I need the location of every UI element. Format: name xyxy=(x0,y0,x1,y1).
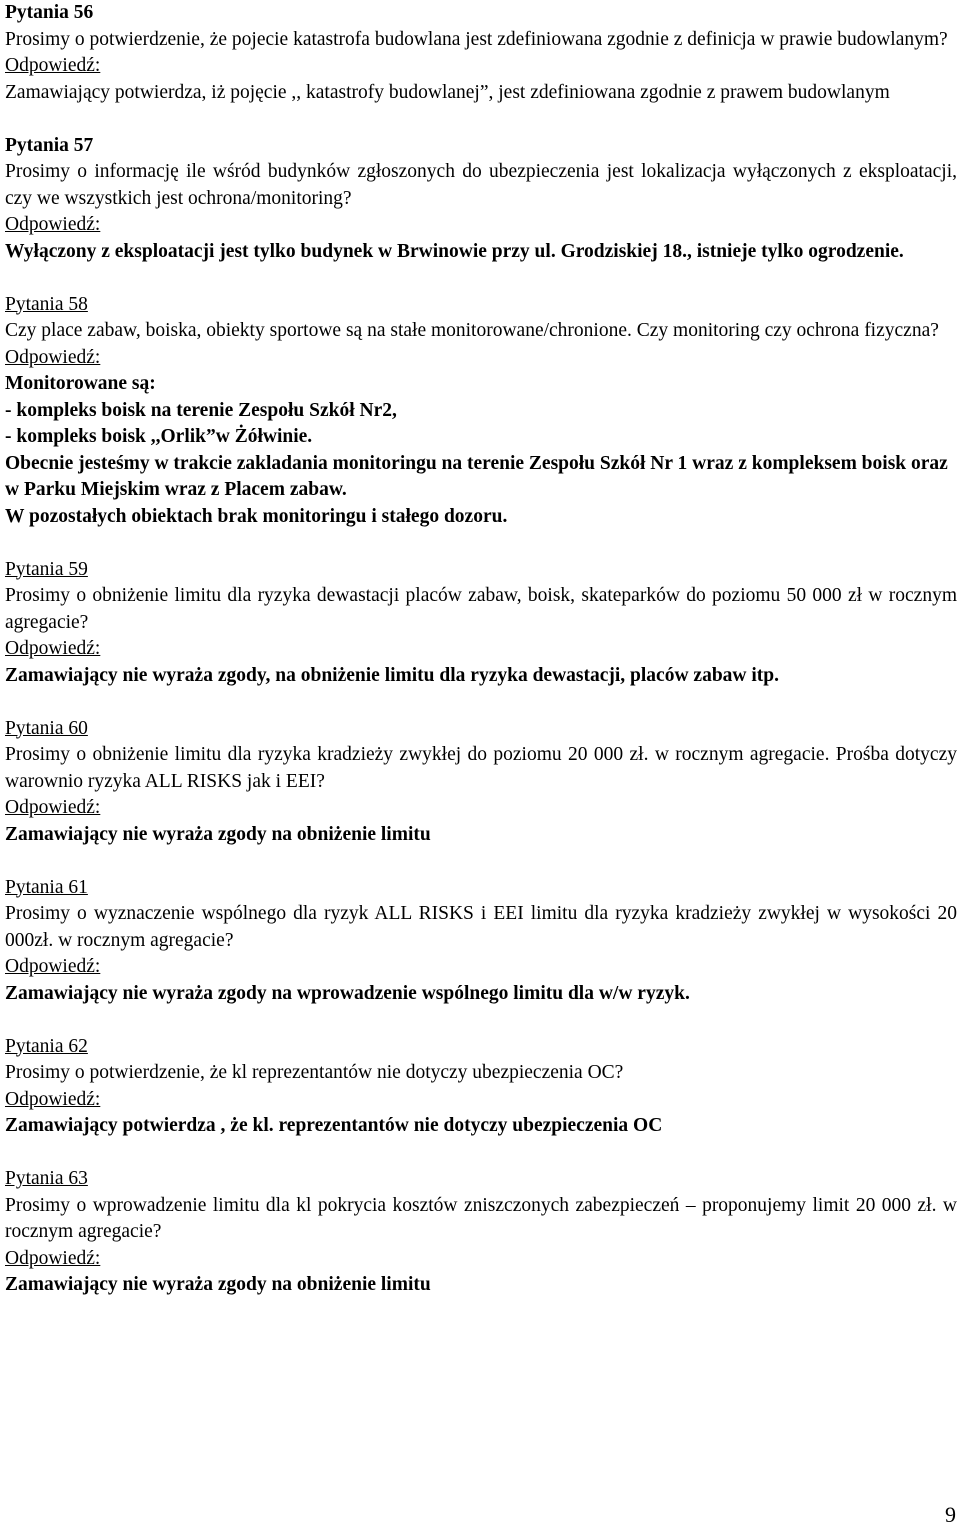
question-text: Prosimy o obniżenie limitu dla ryzyka dewastacji placów zabaw, boisk, skateparków do poziomu 50 000 zł w rocznym agregacie? xyxy=(5,585,957,633)
question-title: Pytania 57 xyxy=(5,134,94,156)
answer-line: - kompleks boisk ,,Orlik”w Żółwinie. xyxy=(5,426,313,447)
question-title: Pytania 60 xyxy=(5,717,88,739)
question-60 xyxy=(5,716,957,849)
answer-label: Odpowiedź: xyxy=(5,55,101,76)
answer-label: Odpowiedź: xyxy=(5,346,101,368)
question-57 xyxy=(5,133,957,266)
question-58 xyxy=(5,292,957,531)
answer-line: - kompleks boisk na terenie Zespołu Szkół Nr2, xyxy=(5,399,397,421)
question-title: Pytania 58 xyxy=(5,293,88,315)
answer-text: Zamawiający potwierdza, iż pojęcie ,, katastrofy budowlanej”, jest zdefiniowana zgodnie z prawem budowlanym xyxy=(5,81,890,103)
answer-label: Odpowiedź: xyxy=(5,638,101,659)
question-text: Prosimy o potwierdzenie, że kl reprezentantów nie dotyczy ubezpieczenia OC? xyxy=(5,1062,624,1083)
answer-label: Odpowiedź: xyxy=(5,956,101,977)
question-text: Prosimy o potwierdzenie, że pojecie katastrofa budowlana jest zdefiniowana zgodnie z definicja w prawie budowlanym? xyxy=(5,28,948,50)
answer-text: Zamawiający nie wyraża zgody na wprowadzenie wspólnego limitu dla w/w ryzyk. xyxy=(5,982,690,1004)
answer-text: Zamawiający nie wyraża zgody na obniżenie limitu xyxy=(5,1274,431,1295)
question-title: Pytania 56 xyxy=(5,2,94,23)
question-title: Pytania 61 xyxy=(5,876,88,898)
question-title: Pytania 62 xyxy=(5,1035,88,1057)
answer-text: Zamawiający nie wyraża zgody na obniżenie limitu xyxy=(5,823,431,845)
answer-label: Odpowiedź: xyxy=(5,214,101,235)
question-62 xyxy=(5,1034,957,1140)
question-56 xyxy=(5,0,957,106)
question-59 xyxy=(5,557,957,690)
page-number: 9 xyxy=(945,1502,956,1527)
answer-label: Odpowiedź: xyxy=(5,797,101,818)
answer-line: W pozostałych obiektach brak monitoringu i stałego dozoru. xyxy=(5,505,508,527)
question-63 xyxy=(5,1166,957,1299)
answer-label: Odpowiedź: xyxy=(5,1247,101,1269)
question-title: Pytania 59 xyxy=(5,558,88,580)
answer-line: Obecnie jesteśmy w trakcie zakladania monitoringu na terenie Zespołu Szkół Nr 1 wraz z kompleksem boisk oraz w Parku Miejskim wraz z Placem zabaw. xyxy=(5,452,948,500)
question-text: Prosimy o informację ile wśród budynków zgłoszonych do ubezpieczenia jest lokalizacja wyłączonych z eksploatacji, czy we wszystkich jest ochrona/monitoring? xyxy=(5,161,957,209)
question-text: Prosimy o wyznaczenie wspólnego dla ryzyk ALL RISKS i EEI limitu dla ryzyka kradzieży zwykłej w wysokości 20 000zł. w rocznym agregacie? xyxy=(5,903,957,951)
answer-label: Odpowiedź: xyxy=(5,1088,101,1110)
question-text: Czy place zabaw, boiska, obiekty sportowe są na stałe monitorowane/chronione. Czy monitoring czy ochrona fizyczna? xyxy=(5,320,939,341)
question-61 xyxy=(5,875,957,1008)
question-text: Prosimy o obniżenie limitu dla ryzyka kradzieży zwykłej do poziomu 20 000 zł. w rocznym agregacie. Prośba dotyczy warownio ryzyka ALL RISKS jak i EEI? xyxy=(5,744,957,792)
answer-text: Zamawiający potwierdza , że kl. reprezentantów nie dotyczy ubezpieczenia OC xyxy=(5,1115,663,1136)
answer-text: Wyłączony z eksploatacji jest tylko budynek w Brwinowie przy ul. Grodziskiej 18., istnieje tylko ogrodzenie. xyxy=(5,240,904,262)
answer-text: Zamawiający nie wyraża zgody, na obniżenie limitu dla ryzyka dewastacji, placów zabaw itp. xyxy=(5,664,780,686)
answer-line: Monitorowane są: xyxy=(5,373,156,394)
question-title: Pytania 63 xyxy=(5,1168,88,1189)
question-text: Prosimy o wprowadzenie limitu dla kl pokrycia kosztów zniszczonych zabezpieczeń – proponujemy limit 20 000 zł. w rocznym agregacie? xyxy=(5,1194,957,1242)
document-page xyxy=(5,0,957,1299)
